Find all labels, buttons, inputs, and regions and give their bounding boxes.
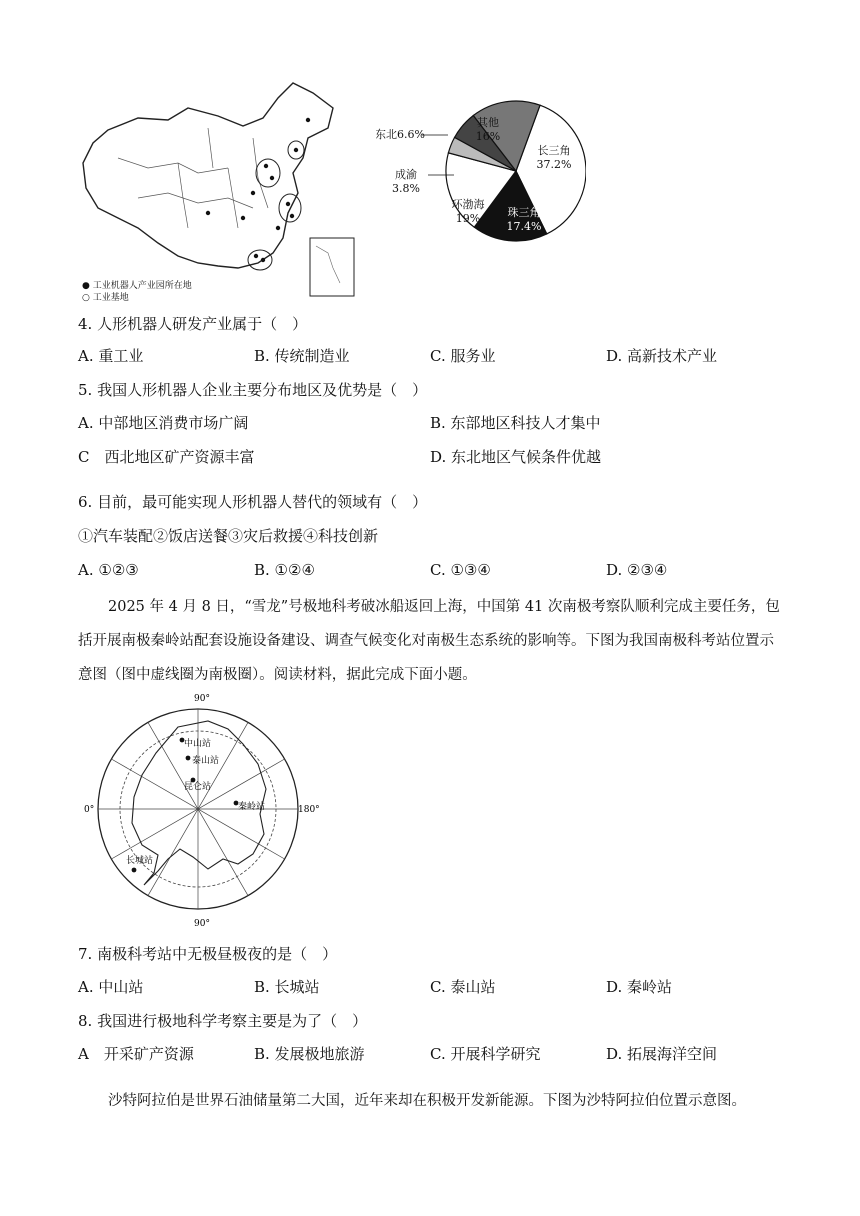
q6-option-d[interactable]: D. ②③④ xyxy=(606,561,668,579)
pie-label-name-2: 珠三角 xyxy=(507,206,541,219)
china-map-svg xyxy=(78,78,363,303)
q4-option-b[interactable]: B. 传统制造业 xyxy=(254,347,350,365)
pie-label-value-1: 37.2% xyxy=(536,158,572,171)
pie-label-value-4: 3.8% xyxy=(392,182,420,195)
passage-saudi: 沙特阿拉伯是世界石油储量第二大国，近年来却在积极开发新能源。下图为沙特阿拉伯位置示意图。 xyxy=(108,1093,746,1109)
q5-stem: 5. 我国人形机器人企业主要分布地区及优势是（ ） xyxy=(78,381,428,399)
lon-right-label: 180° xyxy=(298,805,320,815)
passage-antarctic: 2025 年 4 月 8 日，“雪龙”号极地科考破冰船返回上海，中国第 41 次南极考察队顺利完成主要任务，包括开展南极秦岭站配套设施设备建设、调查气候变化对南极生态系统的影响等。下图为我国南极科考站位置示意图（图中虚线圈为南极圈）。阅读材料，据此完成下面小题。 xyxy=(78,599,780,683)
q5-option-d[interactable]: D. 东北地区气候条件优越 xyxy=(430,448,602,466)
antarctic-map-svg xyxy=(82,692,322,930)
pie-label-5 xyxy=(376,128,448,141)
q6-option-a[interactable]: A. ①②③ xyxy=(78,561,139,579)
station-changcheng-label: 长城站 xyxy=(126,856,154,866)
q4-stem: 4. 人形机器人研发产业属于（ ） xyxy=(78,315,308,333)
q8-option-d[interactable]: D. 拓展海洋空间 xyxy=(606,1045,718,1063)
lon-bottom-label: 90° xyxy=(194,919,210,929)
station-zhongshan-label: 中山站 xyxy=(184,739,212,749)
china-map-figure xyxy=(78,78,363,303)
pie-label-name-3: 环渤海 xyxy=(451,198,485,211)
q8-option-a[interactable]: A 开采矿产资源 xyxy=(78,1045,194,1063)
q7-option-c[interactable]: C. 泰山站 xyxy=(430,978,496,996)
pie-chart-figure xyxy=(376,96,586,246)
pie-label-value-3: 19% xyxy=(455,212,481,225)
q8-stem: 8. 我国进行极地科学考察主要是为了（ ） xyxy=(78,1012,368,1030)
q5-option-b[interactable]: B. 东部地区科技人才集中 xyxy=(430,414,601,432)
station-kunlun-label: 昆仑站 xyxy=(184,782,212,792)
map-legend-circle: ○ 工业基地 xyxy=(82,293,129,303)
q6-option-b[interactable]: B. ①②④ xyxy=(254,561,315,579)
pie-label-name-1: 长三角 xyxy=(537,144,571,157)
q5-option-a[interactable]: A. 中部地区消费市场广阔 xyxy=(78,414,249,432)
q7-option-b[interactable]: B. 长城站 xyxy=(254,978,320,996)
q8-option-c[interactable]: C. 开展科学研究 xyxy=(430,1045,541,1063)
pie-label-value-2: 17.4% xyxy=(506,220,542,233)
q6-stem: 6. 目前，最可能实现人形机器人替代的领域有（ ） xyxy=(78,493,428,511)
q7-option-d[interactable]: D. 秦岭站 xyxy=(606,978,673,996)
lon-top-label: 90° xyxy=(194,694,210,704)
q6-items: ①汽车装配②饭店送餐③灾后救援④科技创新 xyxy=(78,527,379,545)
pie-label-4 xyxy=(392,167,454,195)
map-legend-dot: ● 工业机器人产业园所在地 xyxy=(82,281,192,291)
lon-left-label: 0° xyxy=(84,805,95,815)
q6-option-c[interactable]: C. ①③④ xyxy=(430,561,491,579)
q4-option-a[interactable]: A. 重工业 xyxy=(78,347,144,365)
q8-option-b[interactable]: B. 发展极地旅游 xyxy=(254,1045,365,1063)
station-taishan-label: 泰山站 xyxy=(192,756,220,766)
pie-label-name-6: 其他 xyxy=(477,116,499,129)
pie-label-value-6: 16% xyxy=(475,130,501,143)
q7-stem: 7. 南极科考站中无极昼极夜的是（ ） xyxy=(78,945,338,963)
q7-option-a[interactable]: A. 中山站 xyxy=(78,978,144,996)
pie-label-name-5: 东北6.6% xyxy=(376,128,425,141)
map-legend-label-2: 工业基地 xyxy=(92,293,129,303)
q4-option-d[interactable]: D. 高新技术产业 xyxy=(606,347,718,365)
station-qinling-label: 秦岭站 xyxy=(238,802,266,812)
pie-label-name-4: 成渝 xyxy=(395,168,417,181)
q5-option-c[interactable]: C 西北地区矿产资源丰富 xyxy=(78,448,255,466)
pie-chart-svg xyxy=(376,96,586,246)
map-legend-label-1: 工业机器人产业园所在地 xyxy=(92,281,192,291)
q4-option-c[interactable]: C. 服务业 xyxy=(430,347,496,365)
antarctic-map-figure xyxy=(82,692,322,930)
